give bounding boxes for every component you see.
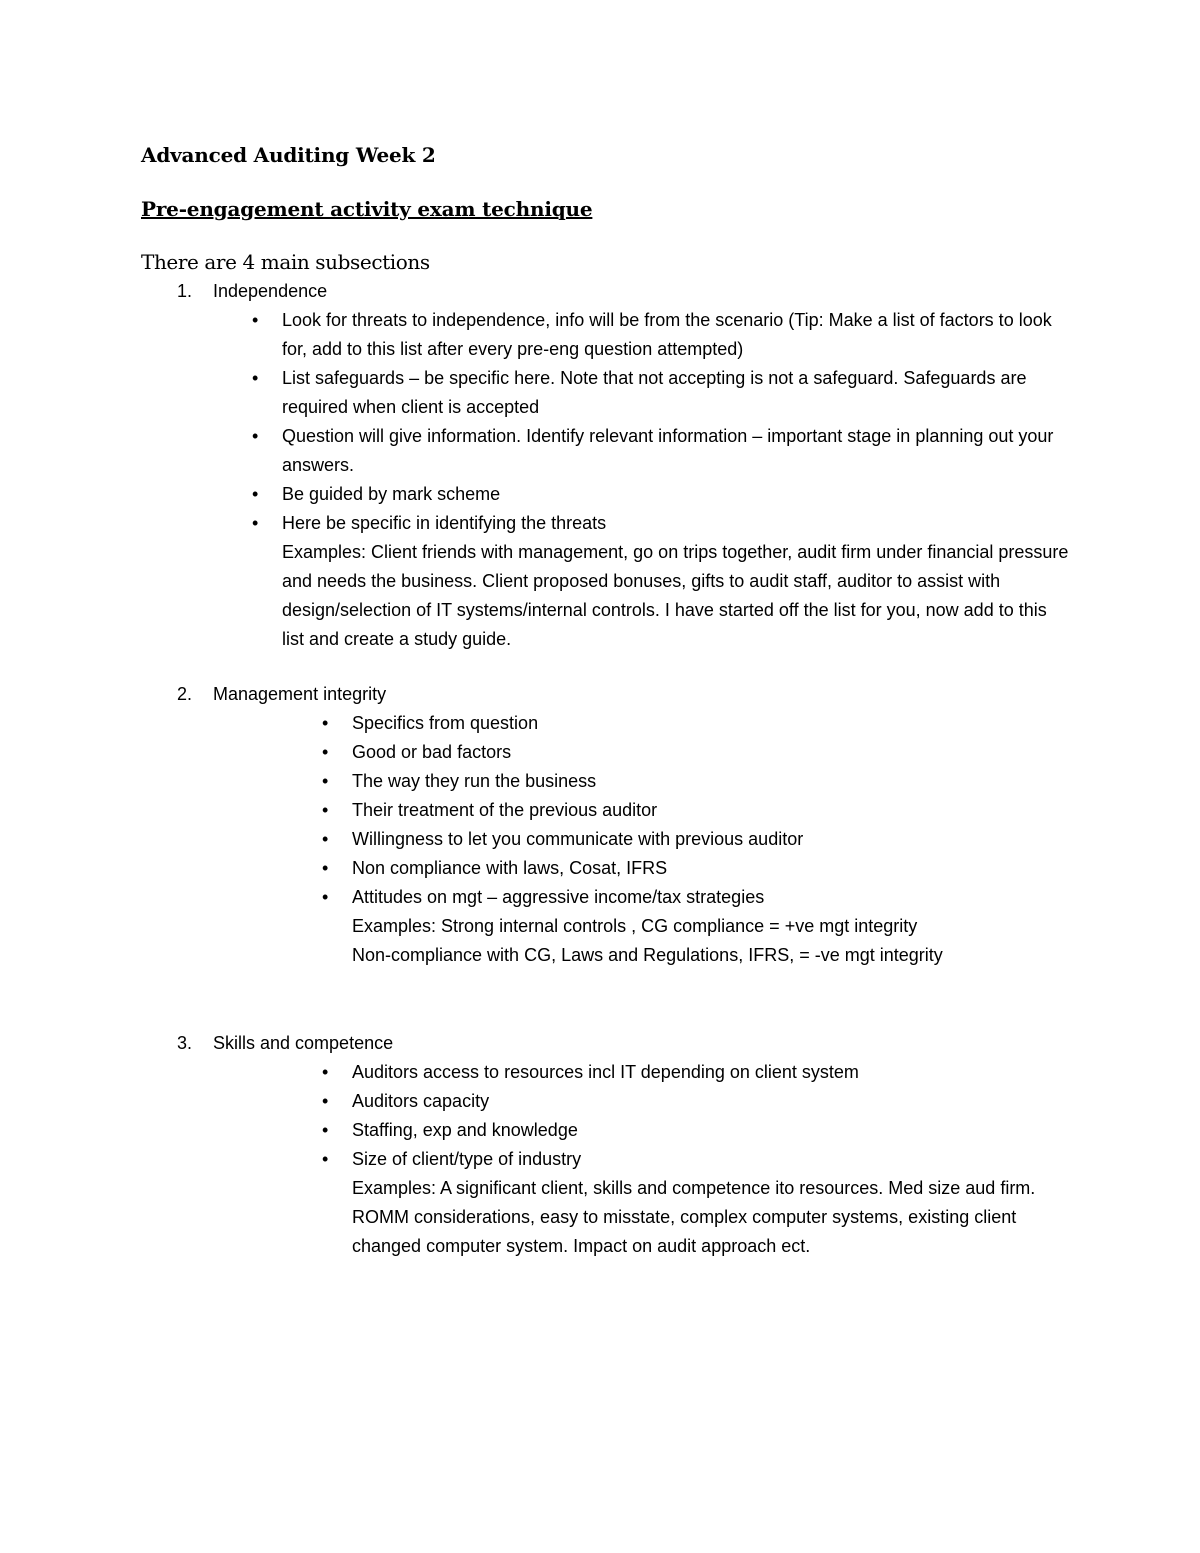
section-title: Independence bbox=[213, 281, 328, 301]
list-item: • Good or bad factors bbox=[322, 738, 1082, 767]
examples-text: Non-compliance with CG, Laws and Regulations, IFRS, = -ve mgt integrity bbox=[352, 945, 943, 965]
list-item: • Specifics from question bbox=[322, 709, 1082, 738]
section-title: Skills and competence bbox=[213, 1033, 394, 1053]
document-subtitle: Pre-engagement activity exam technique bbox=[141, 197, 593, 221]
list-item: • Auditors access to resources incl IT depending on client system bbox=[322, 1058, 1082, 1087]
list-item: • The way they run the business bbox=[322, 767, 1082, 796]
bullet-icon: • bbox=[322, 1091, 329, 1111]
list-item: • Non compliance with laws, Cosat, IFRS bbox=[322, 854, 1082, 883]
section-1-bullets bbox=[252, 306, 1072, 654]
list-item: • List safeguards – be specific here. Note that not accepting is not a safeguard. Safeguards are required when client is accepted bbox=[252, 364, 1072, 422]
bullet-icon: • bbox=[322, 829, 329, 849]
list-item: • Auditors capacity bbox=[322, 1087, 1082, 1116]
examples-text: Examples: Strong internal controls , CG compliance = +ve mgt integrity bbox=[352, 916, 918, 936]
bullet-icon: • bbox=[252, 368, 259, 388]
bullet-icon: • bbox=[322, 858, 329, 878]
section-title: Management integrity bbox=[213, 684, 387, 704]
bullet-icon: • bbox=[322, 771, 329, 791]
section-3-bullets bbox=[322, 1058, 1082, 1261]
list-item: • Attitudes on mgt – aggressive income/tax strategies Examples: Strong internal controls , CG compliance = +ve mgt integrity Non-compliance with CG, Laws and Regulations, IFRS, = -ve mgt integrity bbox=[322, 883, 1082, 970]
document-title: Advanced Auditing Week 2 bbox=[141, 143, 436, 167]
examples-text: Examples: Client friends with management, go on trips together, audit firm under financial pressure and needs the business. Client proposed bonuses, gifts to audit staff, auditor to assist with design/selection of IT systems/internal controls. I have started off the list for you, now add to this list and create a study guide. bbox=[282, 542, 1069, 649]
list-item: • Be guided by mark scheme bbox=[252, 480, 1072, 509]
list-item: • Question will give information. Identify relevant information – important stage in planning out your answers. bbox=[252, 422, 1072, 480]
bullet-icon: • bbox=[252, 513, 259, 533]
list-item: • Size of client/type of industry Examples: A significant client, skills and competence ito resources. Med size aud firm. ROMM considerations, easy to misstate, complex computer systems, existing client changed computer system. Impact on audit approach ect. bbox=[322, 1145, 1082, 1261]
list-item: • Willingness to let you communicate with previous auditor bbox=[322, 825, 1082, 854]
list-item: • Staffing, exp and knowledge bbox=[322, 1116, 1082, 1145]
list-item: • Their treatment of the previous auditor bbox=[322, 796, 1082, 825]
section-2-bullets bbox=[322, 709, 1082, 970]
section-number: 2. bbox=[177, 684, 193, 704]
bullet-icon: • bbox=[322, 713, 329, 733]
bullet-icon: • bbox=[322, 1120, 329, 1140]
bullet-icon: • bbox=[252, 310, 259, 330]
intro-text: There are 4 main subsections bbox=[141, 250, 430, 274]
examples-text: Examples: A significant client, skills and competence ito resources. Med size aud firm. ROMM considerations, easy to misstate, complex computer systems, existing client changed computer system. Impact on audit approach ect. bbox=[352, 1178, 1036, 1256]
list-item: • Look for threats to independence, info will be from the scenario (Tip: Make a list of factors to look for, add to this list after every pre-eng question attempted) bbox=[252, 306, 1072, 364]
bullet-icon: • bbox=[252, 426, 259, 446]
section-number: 1. bbox=[177, 281, 193, 301]
bullet-icon: • bbox=[252, 484, 259, 504]
bullet-icon: • bbox=[322, 742, 329, 762]
list-item: • Here be specific in identifying the threats Examples: Client friends with management, go on trips together, audit firm under financial pressure and needs the business. Client proposed bonuses, gifts to audit staff, auditor to assist with design/selection of IT systems/internal controls. I have started off the list for you, now add to this list and create a study guide. bbox=[252, 509, 1072, 654]
bullet-icon: • bbox=[322, 887, 329, 907]
section-number: 3. bbox=[177, 1033, 193, 1053]
bullet-icon: • bbox=[322, 1062, 329, 1082]
bullet-icon: • bbox=[322, 1149, 329, 1169]
bullet-icon: • bbox=[322, 800, 329, 820]
